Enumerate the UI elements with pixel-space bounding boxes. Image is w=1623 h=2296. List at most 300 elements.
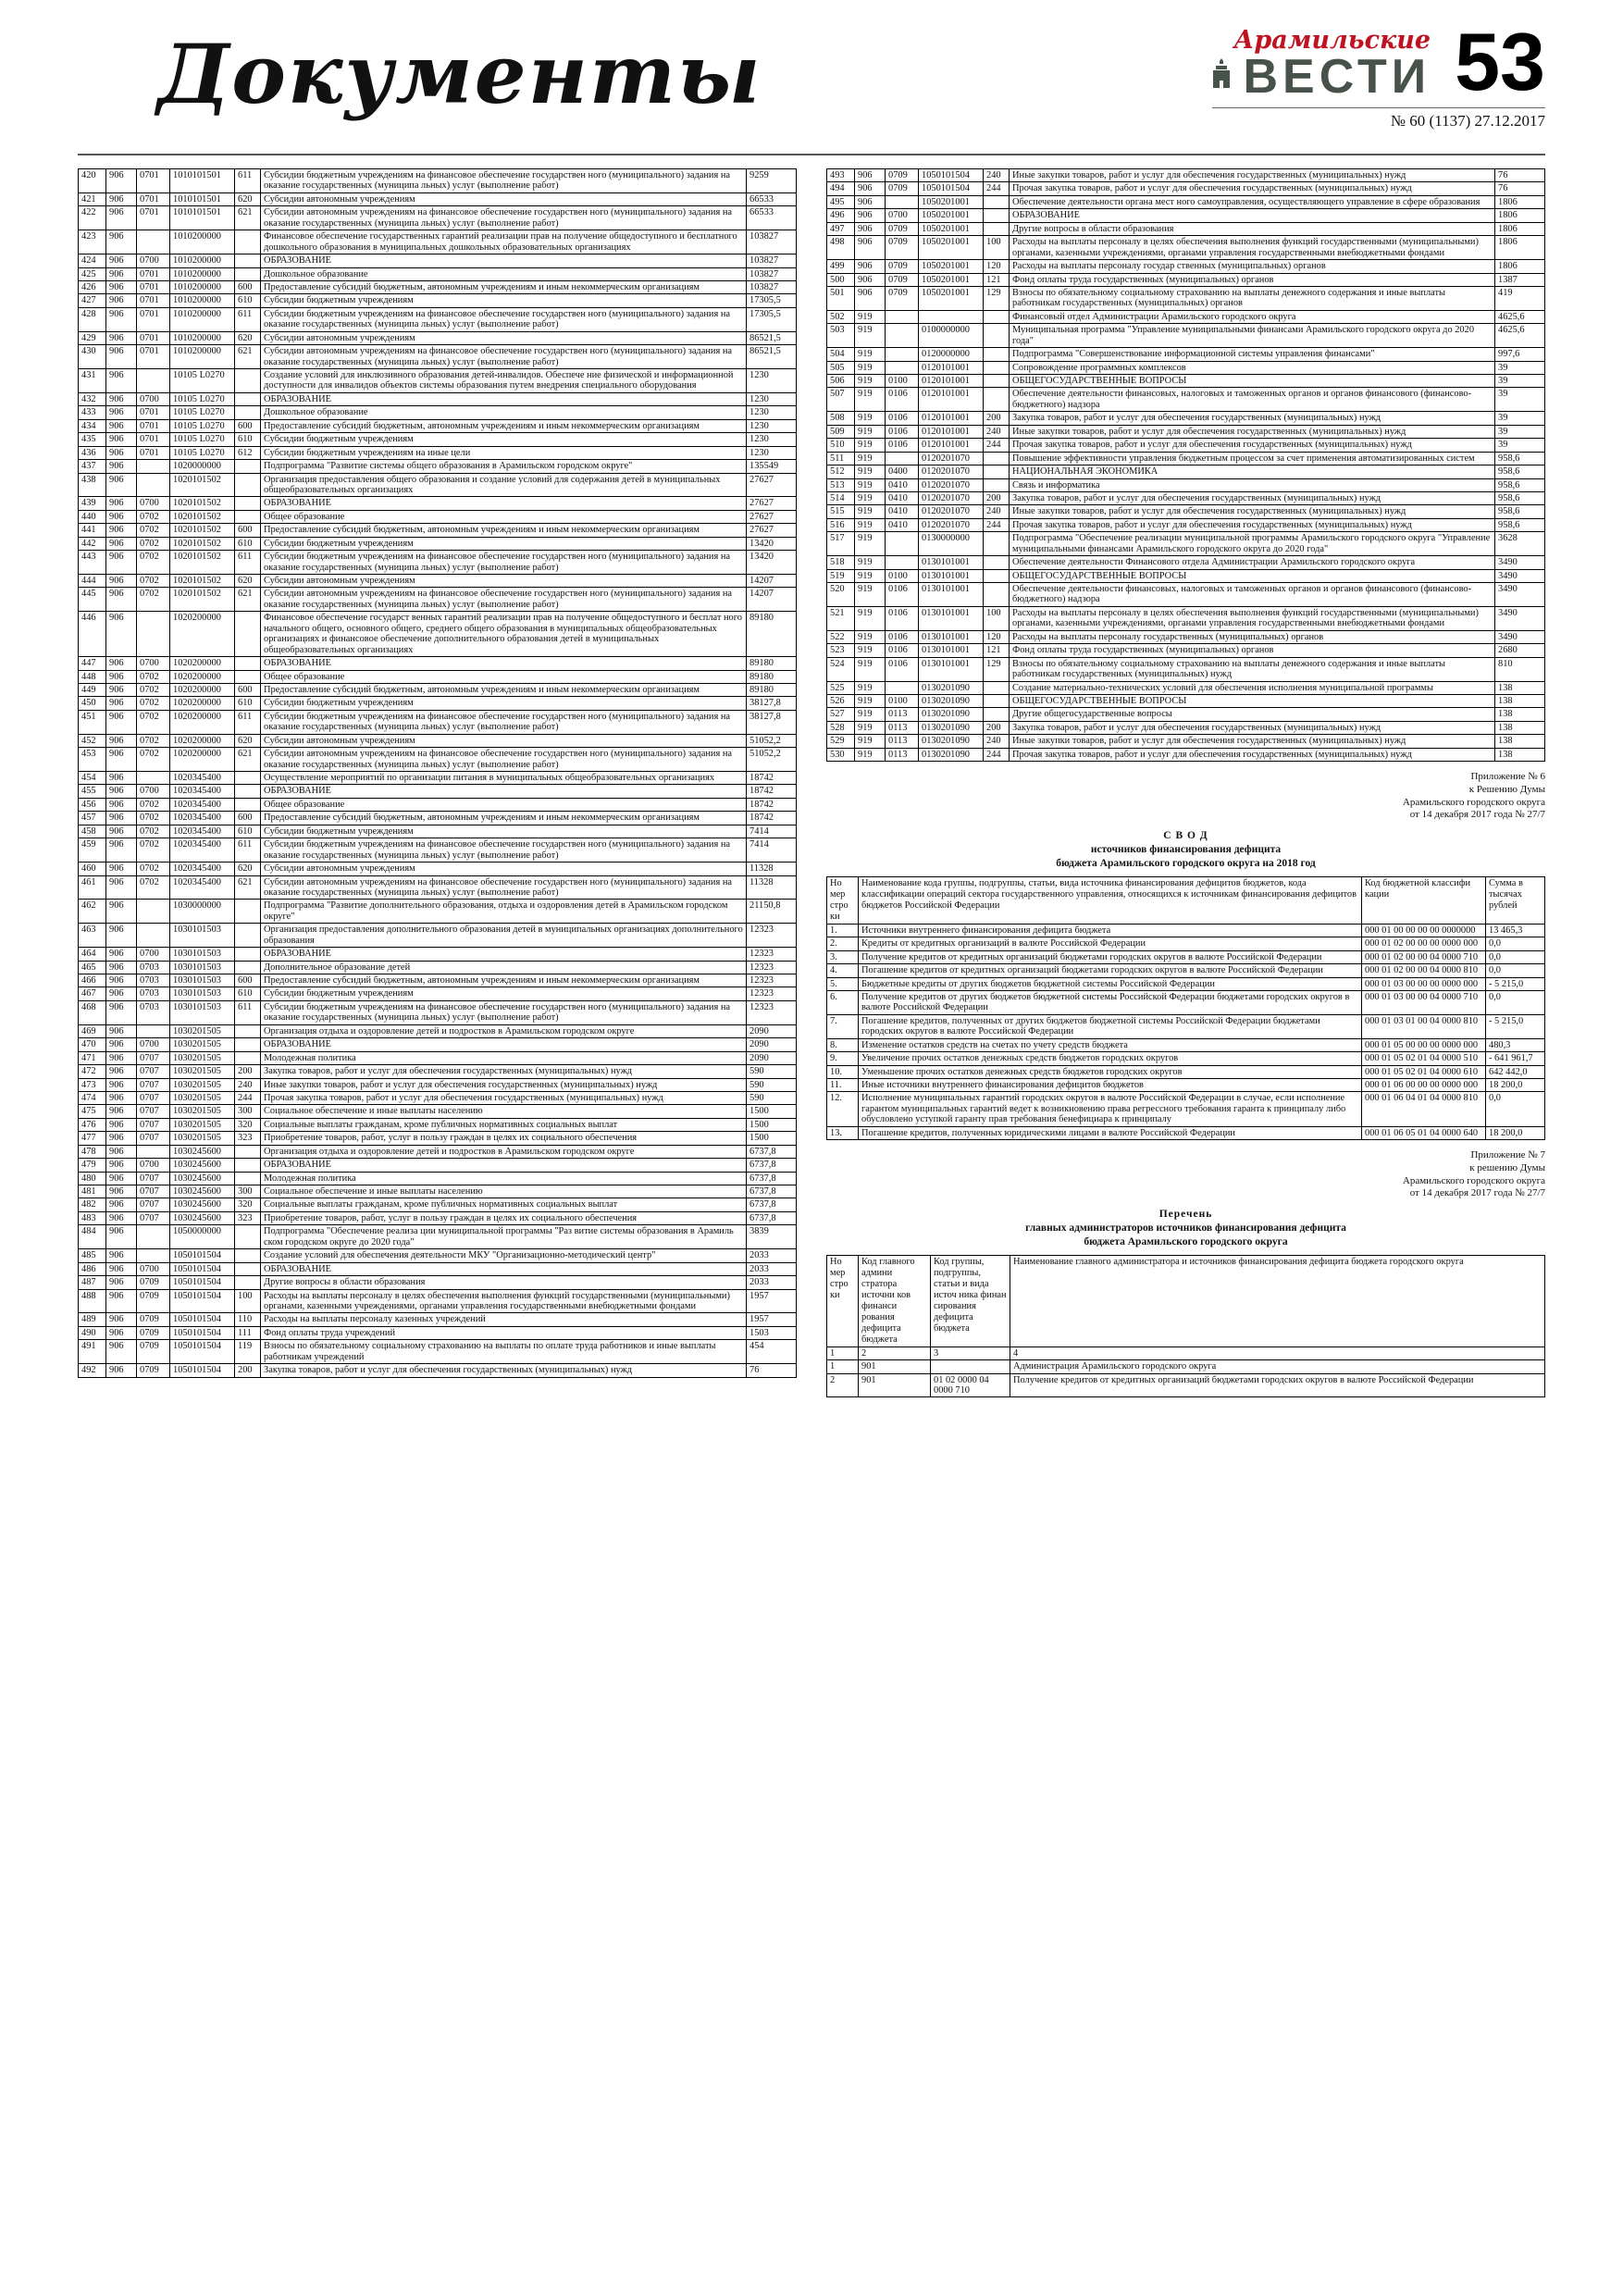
table-cell: 919 <box>855 505 886 518</box>
table-cell: 919 <box>855 708 886 721</box>
table-cell: Субсидии автономным учреждениям <box>261 575 747 588</box>
table-row <box>79 345 797 369</box>
text-line: к решению Думы <box>1469 1161 1545 1173</box>
table-cell: 000 01 00 00 00 00 0000000 <box>1362 924 1486 937</box>
table-cell <box>235 612 261 657</box>
table-cell: Субсидии автономным учреждениям на финансовое обеспечение государствен ного (муниципального) задания на оказание государственных (муниципа льных) услуг (выполнение работ) <box>261 875 747 900</box>
table-cell <box>235 1159 261 1172</box>
table-cell: 919 <box>855 412 886 425</box>
table-cell: Администрация Арамильского городского округа <box>1010 1360 1545 1373</box>
table-cell: 471 <box>79 1051 106 1064</box>
text-line: Арамильского городского округа <box>1402 1174 1545 1186</box>
table-cell: 3490 <box>1495 606 1545 630</box>
table-cell: 432 <box>79 392 106 405</box>
table-cell: 0702 <box>137 551 170 575</box>
table-cell: 906 <box>106 812 137 825</box>
budget-table-right <box>826 168 1545 762</box>
table-cell: Связь и информатика <box>1010 478 1495 491</box>
table-cell: 76 <box>1495 169 1545 182</box>
table-cell: 958,6 <box>1495 505 1545 518</box>
table-cell: 17305,5 <box>747 294 797 307</box>
table-cell <box>984 375 1010 388</box>
table-cell: 449 <box>79 683 106 696</box>
table-cell: 1050101504 <box>170 1326 235 1339</box>
table-cell: 431 <box>79 369 106 393</box>
table-cell: 1230 <box>747 419 797 432</box>
table-cell: Муниципальная программа "Управление муниципальными финансами Арамильского городского округа до 2020 года" <box>1010 324 1495 348</box>
table-cell: 1020200000 <box>170 748 235 772</box>
table-cell: 10105 L0270 <box>170 369 235 393</box>
table-cell: 919 <box>855 735 886 748</box>
table-cell: 0106 <box>886 425 919 438</box>
table-cell: 18742 <box>747 812 797 825</box>
table-cell: 906 <box>106 1118 137 1131</box>
table-row <box>79 267 797 280</box>
table-cell: Предоставление субсидий бюджетным, автономным учреждениям и иным некоммерческим организациям <box>261 812 747 825</box>
table-cell: 1020101502 <box>170 497 235 510</box>
table-row <box>827 569 1545 582</box>
table-cell: 0707 <box>137 1078 170 1091</box>
table-cell: Социальное обеспечение и иные выплаты населению <box>261 1105 747 1118</box>
table-cell: 0703 <box>137 987 170 1000</box>
text-line: от 14 декабря 2017 года № 27/7 <box>1409 809 1545 821</box>
table-row <box>79 524 797 537</box>
table-cell: 000 01 06 04 01 04 0000 810 <box>1362 1092 1486 1126</box>
table-cell: 39 <box>1495 361 1545 374</box>
table-cell: Предоставление субсидий бюджетным, автономным учреждениям и иным некоммерческим организациям <box>261 683 747 696</box>
table-cell: 121 <box>984 273 1010 286</box>
table-cell: Субсидии бюджетным учреждениям <box>261 433 747 446</box>
table-cell: 4 <box>1010 1347 1545 1359</box>
table-cell <box>235 785 261 798</box>
table-cell: 442 <box>79 537 106 550</box>
table-cell: 18742 <box>747 785 797 798</box>
table-cell: 423 <box>79 230 106 254</box>
table-row <box>827 924 1545 937</box>
table-cell: 482 <box>79 1198 106 1211</box>
table-cell: 484 <box>79 1225 106 1249</box>
table-row <box>79 657 797 670</box>
table-cell <box>137 1024 170 1037</box>
table-cell: 1 <box>827 1360 859 1373</box>
table-cell: 600 <box>235 683 261 696</box>
table-cell <box>984 324 1010 348</box>
table-cell: 0707 <box>137 1051 170 1064</box>
table-cell: Расходы на выплаты персоналу государ ственных (муниципальных) органов <box>1010 260 1495 273</box>
table-cell: 000 01 06 00 00 00 0000 000 <box>1362 1079 1486 1092</box>
table-row <box>827 236 1545 260</box>
table-cell: 0120101001 <box>919 388 984 412</box>
table-cell: Обеспечение деятельности Финансового отдела Администрации Арамильского городского округа <box>1010 556 1495 569</box>
table-row <box>79 670 797 683</box>
table-cell: 1030245600 <box>170 1185 235 1198</box>
table-cell: 000 01 03 00 00 04 0000 710 <box>1362 990 1486 1014</box>
table-cell <box>235 657 261 670</box>
table-cell: 610 <box>235 987 261 1000</box>
table-cell: 1050201001 <box>919 286 984 310</box>
table-cell: 610 <box>235 537 261 550</box>
table-cell <box>984 694 1010 707</box>
table-cell: 610 <box>235 433 261 446</box>
table-cell: 0113 <box>886 721 919 734</box>
table-cell: Социальные выплаты гражданам, кроме публичных нормативных социальных выплат <box>261 1198 747 1211</box>
table-cell: 4. <box>827 964 859 977</box>
table-cell: 906 <box>106 1172 137 1185</box>
brand-block <box>1208 16 1545 130</box>
table-row <box>827 606 1545 630</box>
table-row <box>79 961 797 974</box>
table-cell <box>235 510 261 523</box>
tower-emblem-icon <box>1208 58 1235 96</box>
table-cell: Исполнение муниципальных гарантий городских округов в валюте Российской Федерации в случае, если исполнение гарантом муниципальных гарантий ведет к возникновению права регрессного требования гаранта к принципалу либо обусловлено уступкой гаранту прав требования бенефициара к принципалу <box>859 1092 1362 1126</box>
table-cell <box>137 473 170 497</box>
table-cell: 464 <box>79 948 106 961</box>
table-cell: 0410 <box>886 478 919 491</box>
table-cell: 906 <box>106 510 137 523</box>
table-cell: 490 <box>79 1326 106 1339</box>
table-cell: 489 <box>79 1313 106 1326</box>
table-cell: 462 <box>79 900 106 924</box>
table-row <box>827 1360 1545 1373</box>
table-cell: 518 <box>827 556 855 569</box>
table-row <box>79 1024 797 1037</box>
table-cell: 000 01 03 01 00 04 0000 810 <box>1362 1014 1486 1038</box>
table-cell <box>235 1051 261 1064</box>
table-cell: 611 <box>235 838 261 863</box>
table-cell: 0120201070 <box>919 491 984 504</box>
table-cell: 0701 <box>137 267 170 280</box>
table-row <box>79 1225 797 1249</box>
table-cell: Другие вопросы в области образования <box>261 1276 747 1289</box>
table-cell: 503 <box>827 324 855 348</box>
table-cell: 498 <box>827 236 855 260</box>
table-cell: 1030101503 <box>170 974 235 987</box>
table-cell: 110 <box>235 1313 261 1326</box>
table-cell: 200 <box>984 491 1010 504</box>
table-cell: 906 <box>106 392 137 405</box>
table-cell: 51052,2 <box>747 748 797 772</box>
table-row <box>827 1079 1545 1092</box>
table-cell: 472 <box>79 1065 106 1078</box>
table-row <box>79 1289 797 1313</box>
table-cell: 906 <box>106 406 137 419</box>
table-cell: 13420 <box>747 551 797 575</box>
table-cell: Иные закупки товаров, работ и услуг для обеспечения государственных (муниципальных) нужд <box>1010 735 1495 748</box>
table-cell: 507 <box>827 388 855 412</box>
table-cell: Прочая закупка товаров, работ и услуг для обеспечения государственных (муниципальных) нужд <box>261 1091 747 1104</box>
table-row <box>79 1132 797 1145</box>
table-cell <box>984 388 1010 412</box>
table-cell: 4625,6 <box>1495 310 1545 323</box>
table-cell: 1020345400 <box>170 875 235 900</box>
table-cell: 517 <box>827 532 855 556</box>
table-cell: 103827 <box>747 280 797 293</box>
table-cell: 3628 <box>1495 532 1545 556</box>
table-cell: 27627 <box>747 510 797 523</box>
table-row <box>827 169 1545 182</box>
table-cell: 611 <box>235 307 261 331</box>
table-cell: Получение кредитов от кредитных организаций бюджетами городских округов в валюте Российской Федерации <box>859 950 1362 963</box>
table-cell: Приобретение товаров, работ, услуг в пользу граждан в целях их социального обеспечения <box>261 1211 747 1224</box>
table-row <box>827 556 1545 569</box>
table-cell: ОБРАЗОВАНИЕ <box>261 1262 747 1275</box>
table-cell: 0120000000 <box>919 348 984 361</box>
table-cell: Иные закупки товаров, работ и услуг для обеспечения государственных (муниципальных) нужд <box>1010 425 1495 438</box>
table-cell: 919 <box>855 657 886 681</box>
table-cell: 1010200000 <box>170 230 235 254</box>
table-cell: 0709 <box>137 1364 170 1377</box>
table-row <box>827 388 1545 412</box>
table-cell: Субсидии бюджетным учреждениям на финансовое обеспечение государствен ного (муниципального) задания на оказание государственных (муниципа льных) услуг (выполнение работ) <box>261 1000 747 1024</box>
table-cell: Создание материально-технических условий для обеспечения исполнения муниципальной программы <box>1010 681 1495 694</box>
table-cell: 446 <box>79 612 106 657</box>
table-cell: 1010200000 <box>170 307 235 331</box>
table-cell: 906 <box>855 182 886 195</box>
table-cell: 906 <box>106 1105 137 1118</box>
table-cell: 1050201001 <box>919 222 984 235</box>
table-cell: Общее образование <box>261 510 747 523</box>
table-cell: 0701 <box>137 345 170 369</box>
table-cell: 481 <box>79 1185 106 1198</box>
table-cell: 129 <box>984 657 1010 681</box>
table-cell: 1010200000 <box>170 345 235 369</box>
table-cell: 0700 <box>137 785 170 798</box>
table-cell: 1020345400 <box>170 785 235 798</box>
table-cell <box>886 556 919 569</box>
table-cell: 0701 <box>137 446 170 459</box>
table-cell: Субсидии бюджетным учреждениям на финансовое обеспечение государствен ного (муниципального) задания на оказание государственных (муниципа льных) услуг (выполнение работ) <box>261 551 747 575</box>
table-cell: 1050201001 <box>919 195 984 208</box>
table-cell: 1. <box>827 924 859 937</box>
table-cell: 468 <box>79 1000 106 1024</box>
table-cell: 1010101501 <box>170 169 235 193</box>
table-cell <box>137 1225 170 1249</box>
table-cell: 906 <box>106 1340 137 1364</box>
table-cell: Субсидии автономным учреждениям на финансовое обеспечение государствен ного (муниципального) задания на оказание государственных (муниципа льных) услуг (выполнение работ) <box>261 206 747 230</box>
table-cell: 469 <box>79 1024 106 1037</box>
table-cell: 0702 <box>137 875 170 900</box>
table-cell: 906 <box>106 987 137 1000</box>
table-row <box>79 734 797 747</box>
table-row <box>79 772 797 785</box>
table-cell: 1030201505 <box>170 1051 235 1064</box>
text-line: бюджета Арамильского городского округа на 2018 год <box>1056 858 1316 869</box>
table-cell: 1020101502 <box>170 588 235 612</box>
table-cell <box>235 1038 261 1051</box>
table-cell: 600 <box>235 812 261 825</box>
administrators-body <box>827 1347 1545 1397</box>
table-cell <box>984 556 1010 569</box>
table-cell: Финансовый отдел Администрации Арамильского городского округа <box>1010 310 1495 323</box>
table-cell: 0702 <box>137 575 170 588</box>
table-cell: 919 <box>855 465 886 478</box>
table-cell <box>235 772 261 785</box>
table-cell: 1010101501 <box>170 206 235 230</box>
table-cell: 1010200000 <box>170 254 235 267</box>
table-cell: 919 <box>855 388 886 412</box>
table-cell: 10105 L0270 <box>170 419 235 432</box>
table-row <box>79 1051 797 1064</box>
table-cell <box>235 1262 261 1275</box>
table-row <box>827 735 1545 748</box>
table-row <box>79 974 797 987</box>
table-cell: Кредиты от кредитных организаций в валюте Российской Федерации <box>859 937 1362 950</box>
table-cell: 5. <box>827 977 859 990</box>
table-row <box>827 937 1545 950</box>
table-cell <box>235 1249 261 1262</box>
table-row <box>79 900 797 924</box>
table-cell: Организация отдыха и оздоровление детей и подростков в Арамильском городском округе <box>261 1145 747 1158</box>
table-cell: 0701 <box>137 331 170 344</box>
table-cell: 610 <box>235 697 261 710</box>
table-cell: 906 <box>106 974 137 987</box>
table-row <box>79 433 797 446</box>
table-cell: 0709 <box>886 260 919 273</box>
table-cell: 2. <box>827 937 859 950</box>
table-row <box>827 375 1545 388</box>
table-cell: Расходы на выплаты персоналу в целях обеспечения выполнения функций государственными (муниципальными) органами, казенными учреждениями, органами управления государственными внебюджетными фондами <box>261 1289 747 1313</box>
table-cell: 901 <box>859 1373 931 1397</box>
table-cell: 422 <box>79 206 106 230</box>
table-cell: 486 <box>79 1262 106 1275</box>
table-cell: 461 <box>79 875 106 900</box>
table-cell: 521 <box>827 606 855 630</box>
table-cell: 906 <box>106 280 137 293</box>
table-row <box>827 748 1545 761</box>
table-cell: 493 <box>827 169 855 182</box>
table-cell: 0120201070 <box>919 505 984 518</box>
table-cell: 906 <box>106 588 137 612</box>
text-line: Арамильского городского округа <box>1402 796 1545 808</box>
text-line: Приложение № 6 <box>1470 771 1545 783</box>
table-cell: 0701 <box>137 280 170 293</box>
table-cell: 0709 <box>137 1326 170 1339</box>
table-cell: 10105 L0270 <box>170 446 235 459</box>
table-cell: 0130101001 <box>919 556 984 569</box>
administrators-table <box>826 1255 1545 1397</box>
table-cell: 510 <box>827 439 855 452</box>
table-row <box>79 551 797 575</box>
table-cell: 906 <box>106 838 137 863</box>
table-cell: 12323 <box>747 974 797 987</box>
table-cell: 1 <box>827 1347 859 1359</box>
table-cell: 906 <box>106 1364 137 1377</box>
table-row <box>79 1211 797 1224</box>
table-cell: 100 <box>235 1289 261 1313</box>
table-cell: 509 <box>827 425 855 438</box>
table-cell <box>235 230 261 254</box>
table-cell: 200 <box>235 1065 261 1078</box>
table-cell: 1050201001 <box>919 236 984 260</box>
table-cell: 10105 L0270 <box>170 406 235 419</box>
table-cell: Предоставление субсидий бюджетным, автономным учреждениям и иным некоммерческим организациям <box>261 974 747 987</box>
table-cell: 494 <box>827 182 855 195</box>
table-cell: 906 <box>106 369 137 393</box>
table-cell: 1030245600 <box>170 1159 235 1172</box>
table-cell: 0106 <box>886 606 919 630</box>
table-row <box>79 710 797 734</box>
table-cell: 1957 <box>747 1313 797 1326</box>
table-cell: 906 <box>106 473 137 497</box>
table-cell: ОБРАЗОВАНИЕ <box>261 948 747 961</box>
table-row <box>79 537 797 550</box>
table-cell: 919 <box>855 310 886 323</box>
table-cell: 527 <box>827 708 855 721</box>
table-row <box>79 748 797 772</box>
table-row <box>79 1145 797 1158</box>
table-cell: Повышение эффективности управления бюджетным процессом за счет применения автоматизированных систем <box>1010 452 1495 465</box>
table-cell: 3. <box>827 950 859 963</box>
table-cell <box>137 230 170 254</box>
table-cell: 906 <box>106 1249 137 1262</box>
table-cell: 12323 <box>747 948 797 961</box>
table-row <box>827 1014 1545 1038</box>
table-cell <box>931 1360 1010 1373</box>
table-cell: 7414 <box>747 838 797 863</box>
table-cell: 0130201090 <box>919 721 984 734</box>
table-cell: 18742 <box>747 772 797 785</box>
content-columns <box>78 168 1545 1397</box>
table-cell: 906 <box>855 260 886 273</box>
table-cell <box>984 310 1010 323</box>
table-cell: 906 <box>106 1078 137 1091</box>
table-cell: 120 <box>984 260 1010 273</box>
table-cell: 612 <box>235 446 261 459</box>
table-cell: 512 <box>827 465 855 478</box>
budget-table-right-body <box>827 169 1545 762</box>
table-cell: 66533 <box>747 192 797 205</box>
table-cell: 476 <box>79 1118 106 1131</box>
table-cell: 473 <box>79 1078 106 1091</box>
table-cell: 611 <box>235 710 261 734</box>
table-cell: 13. <box>827 1126 859 1139</box>
table-cell <box>886 310 919 323</box>
table-cell: 919 <box>855 630 886 643</box>
table-row <box>827 412 1545 425</box>
table-cell: Молодежная политика <box>261 1172 747 1185</box>
table-cell: Получение кредитов от других бюджетов бюджетной системы Российской Федерации бюджетами городских округов в валюте Российской Федерации <box>859 990 1362 1014</box>
table-cell: Субсидии автономным учреждениям на финансовое обеспечение государствен ного (муниципального) задания на оказание государственных (муниципа льных) услуг (выполнение работ) <box>261 748 747 772</box>
table-cell: Субсидии бюджетным учреждениям на финансовое обеспечение государствен ного (муниципального) задания на оказание государственных (муниципа льных) услуг (выполнение работ) <box>261 710 747 734</box>
table-cell <box>235 497 261 510</box>
table-cell: 467 <box>79 987 106 1000</box>
table-cell: 1020345400 <box>170 812 235 825</box>
table-row <box>79 798 797 811</box>
table-cell: Иные источники внутреннего финансирования дефицитов бюджетов <box>859 1079 1362 1092</box>
table-cell: 621 <box>235 206 261 230</box>
table-cell <box>235 961 261 974</box>
table-cell: Субсидии автономным учреждениям на финансовое обеспечение государствен ного (муниципального) задания на оказание государственных (муниципа льных) услуг (выполнение работ) <box>261 588 747 612</box>
table-cell: 501 <box>827 286 855 310</box>
table-cell: 919 <box>855 452 886 465</box>
table-row <box>79 169 797 193</box>
table-cell: 0702 <box>137 838 170 863</box>
table-cell: 906 <box>106 1091 137 1104</box>
table-cell: 138 <box>1495 735 1545 748</box>
table-cell: 6737,8 <box>747 1211 797 1224</box>
table-row <box>79 1000 797 1024</box>
appendix6-title <box>826 829 1545 871</box>
table-cell <box>886 195 919 208</box>
table-cell: 0106 <box>886 583 919 607</box>
table-row <box>79 230 797 254</box>
table-row <box>827 465 1545 478</box>
table-cell: 6737,8 <box>747 1172 797 1185</box>
table-cell: 906 <box>106 772 137 785</box>
table-cell: 000 01 05 00 00 00 0000 000 <box>1362 1038 1486 1051</box>
table-cell: 11328 <box>747 863 797 875</box>
table-cell <box>984 348 1010 361</box>
